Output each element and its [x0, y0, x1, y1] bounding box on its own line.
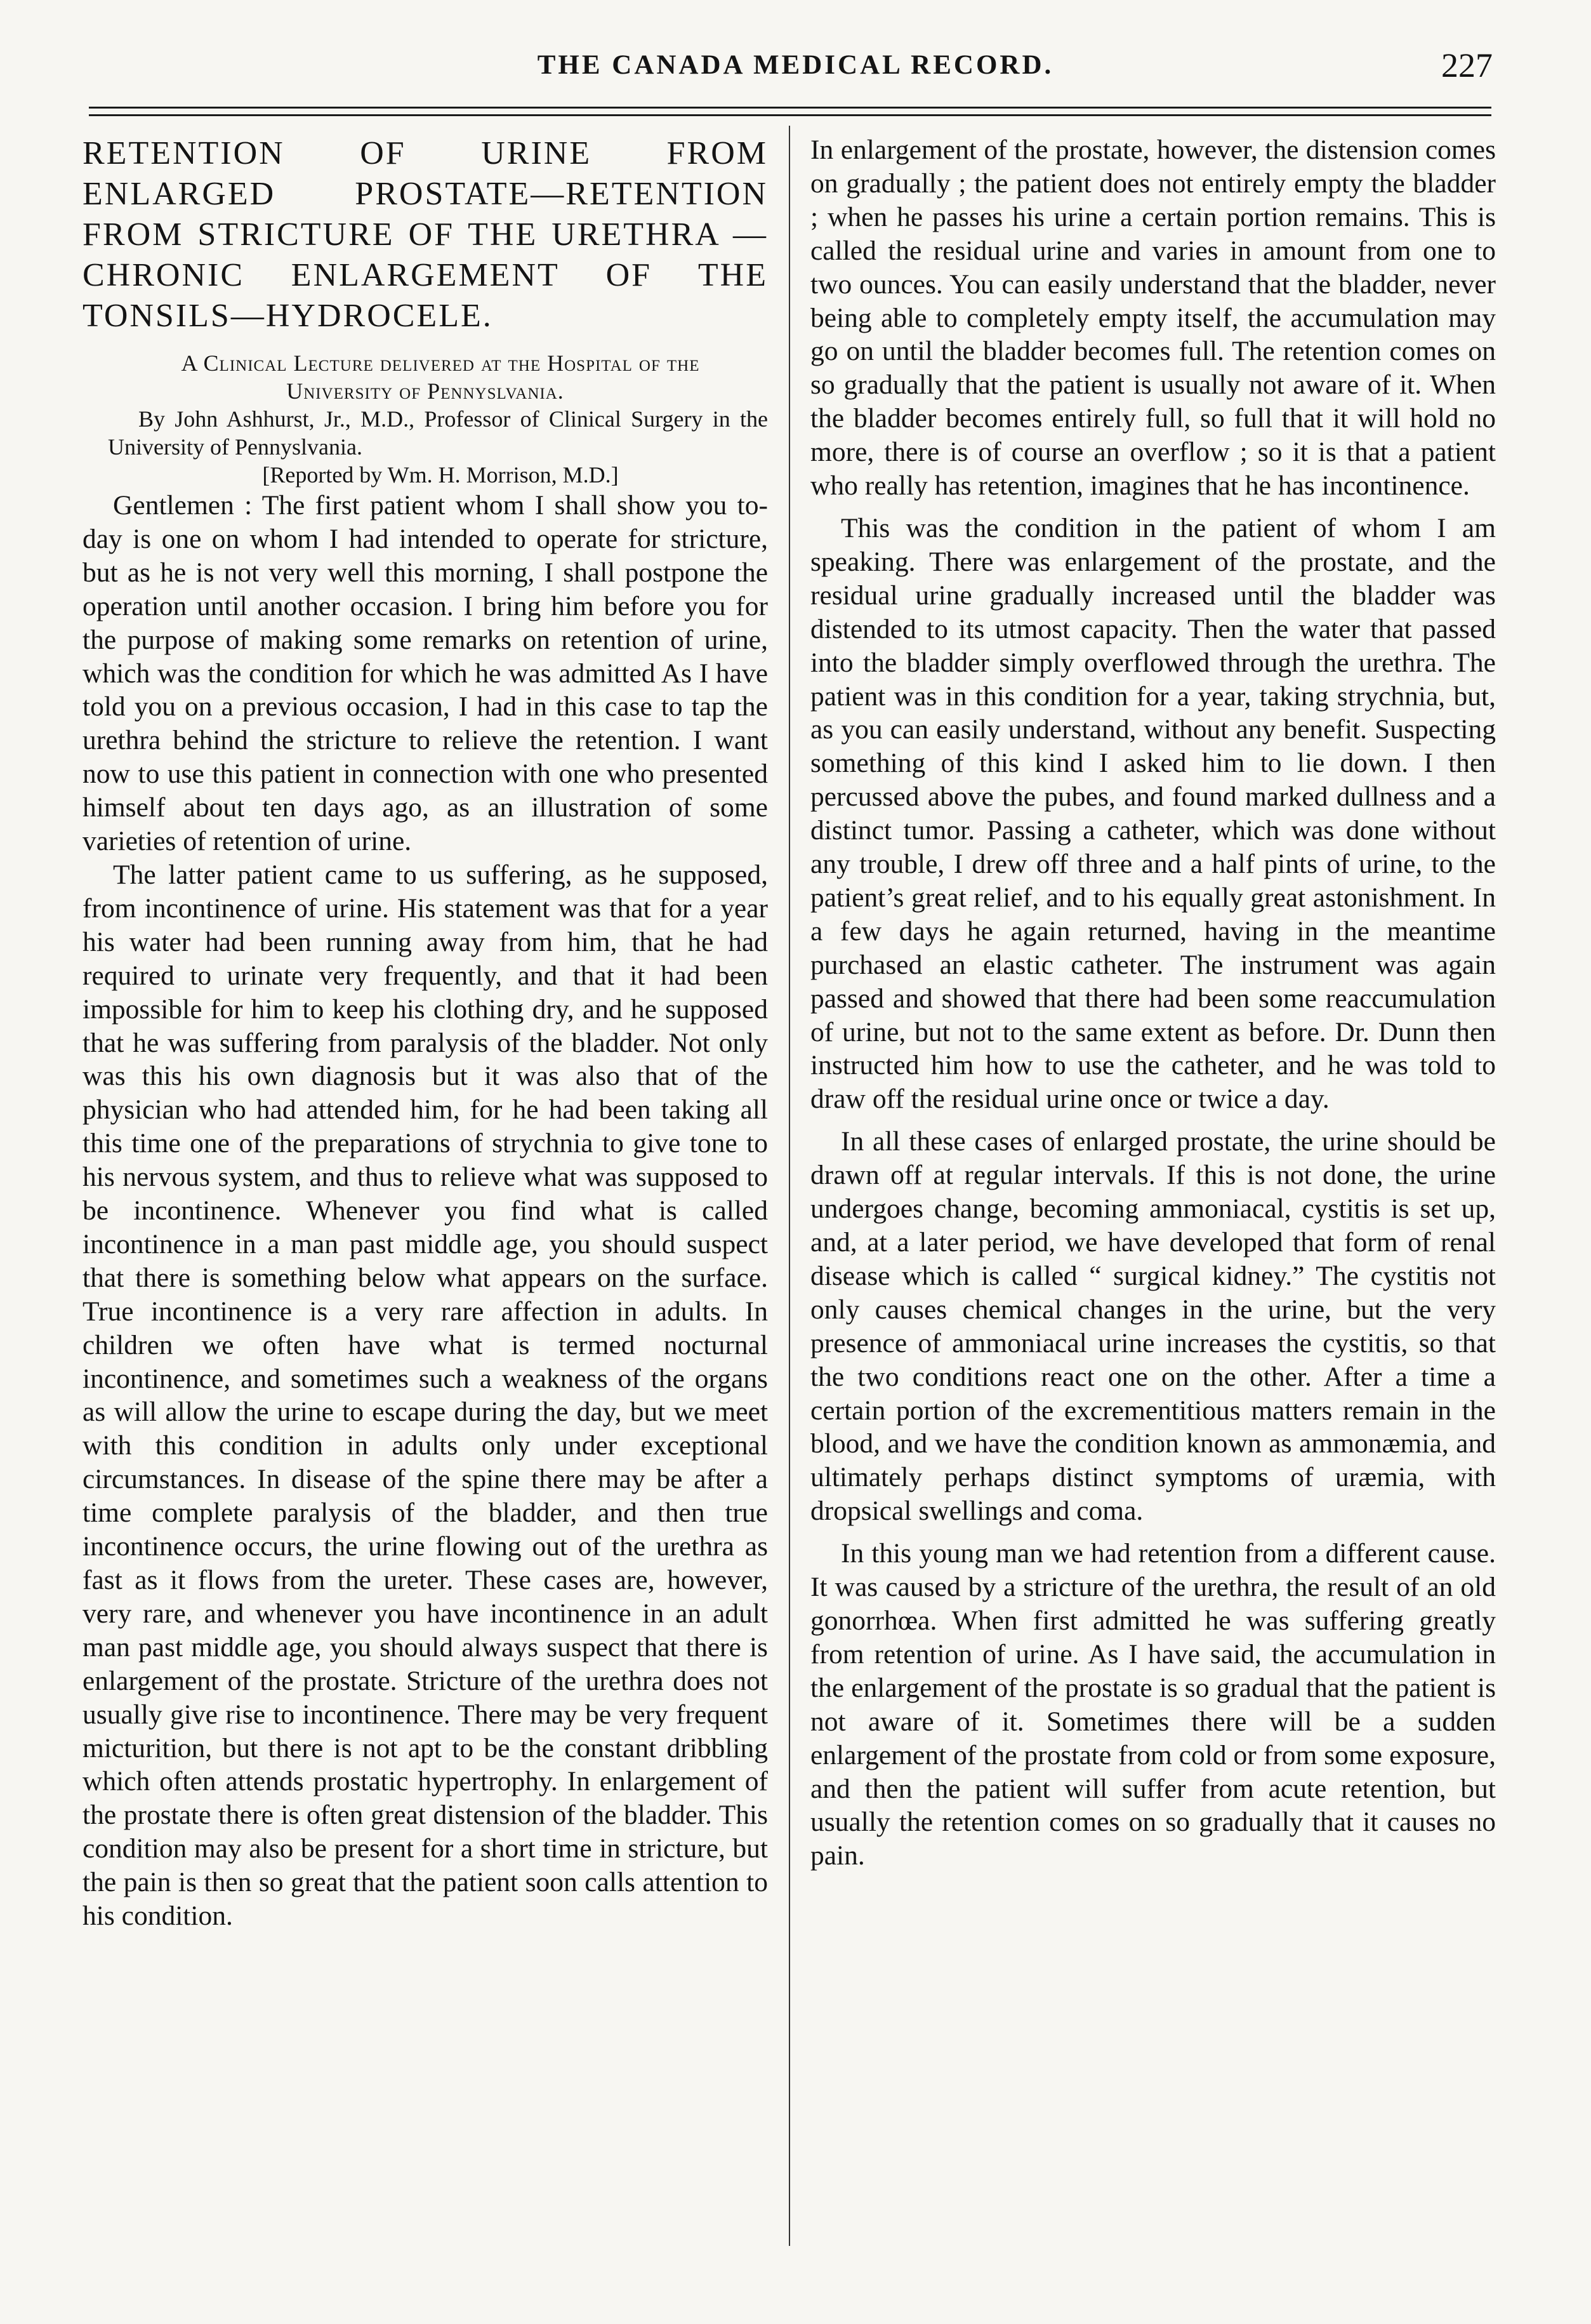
page-number: 227: [1441, 46, 1493, 84]
running-title: THE CANADA MEDICAL RECORD.: [537, 50, 1054, 80]
paragraph: In this young man we had retention from a different cause. It was caused by a stricture of the urethra, the result of an old gonorrhœa. When first admitted he was suffering greatly from retention of urine. As I have said, the accumulation in the enlargement of the prostate is so gradual that the patient is not aware of it. Sometimes there will be a sudden enlargement of the prostate from cold or from some exposure, and then the patient will suffer from acute retention, but usually the retention comes on so gradually that it causes no pain.: [810, 1538, 1496, 1871]
running-head: [0, 46, 1591, 88]
paragraph: Gentlemen : The first patient whom I shall show you to-day is one on whom I had intended to operate for stricture, but as he is not very well this morning, I shall postpone the operation until another occasion. I bring him before you for the purpose of making some remarks on retention of urine, which was the condition for which he was admitted As I have told you on a previous occasion, I had in this case to tap the urethra behind the stricture to relieve the retention. I want now to use this patient in connection with one who presented himself about ten days ago, as an illustration of some varieties of retention of urine.: [83, 490, 768, 857]
reporter-line: [Reported by Wm. H. Morrison, M.D.]: [262, 462, 619, 488]
paragraph: In enlargement of the prostate, however, the distension comes on gradually ; the patient does not entirely empty the bladder ; when he passes his urine a certain portion remains. This is called the residual urine and varies in amount from one to two ounces. You can easily understand that the bladder, never being able to completely empty itself, the accumulation may go on until the bladder becomes full. The retention comes on so gradually that the patient is usually not aware of it. When the bladder becomes entirely full, so full that it will hold no more, there is of course an overflow ; so it is that a patient who really has retention, imagines that he has incontinence.: [810, 135, 1496, 501]
left-column: [83, 133, 768, 1933]
column-divider: [789, 126, 790, 2246]
article-title: RETENTION OF URINE FROM ENLARGED PROSTATE—RETENTION FROM STRICTURE OF THE URETHRA —CHRONIC ENLARGEMENT OF THE TONSILS—HYDROCELE.: [83, 135, 768, 334]
right-column: [810, 133, 1496, 1873]
header-rule-top: [89, 107, 1491, 109]
author-line: By John Ashhurst, Jr., M.D., Professor of Clinical Surgery in the University of Pennyslvania.: [108, 406, 768, 460]
paragraph: This was the condition in the patient of whom I am speaking. There was enlargement of the prostate, and the residual urine gradually increased until the bladder was distended to its utmost capacity. Then the water that passed into the bladder simply overflowed through the urethra. The patient was in this condition for a year, taking strychnia, but, as you can easily understand, without any benefit. Suspecting something of this kind I asked him to lie down. I then percussed above the pubes, and found marked dullness and a distinct tumor. Passing a catheter, which was done without any trouble, I drew off three and a half pints of urine, to the patient’s great relief, and to his equally great astonishment. In a few days he again returned, having in the meantime purchased an elastic catheter. The instrument was again passed and showed that there had been some reaccumulation of urine, but not to the same extent as before. Dr. Dunn then instructed him how to use the catheter, and he was told to draw off the residual urine once or twice a day.: [810, 512, 1496, 1115]
paragraph: The latter patient came to us suffering, as he supposed, from incontinence of urine. His statement was that for a year his water had been running away from him, that he had required to urinate very frequently, and that it had been impossible for him to keep his clothing dry, and he supposed that he was suffering from paralysis of the bladder. Not only was this his own diagnosis but it was also that of the physician who had attended him, for he had been taking all this time one of the preparations of strychnia to give tone to his nervous system, and thus to relieve what was supposed to be incontinence. Whenever you find what is called incontinence in a man past middle age, you should suspect that there is something below what appears on the surface. True incontinence is a very rare affection in adults. In children we often have what is termed nocturnal incontinence, and sometimes such a weakness of the organs as will allow the urine to escape during the day, but we meet with this condition in adults only under exceptional circumstances. In disease of the spine there may be after a time complete paralysis of the bladder, and then true incontinence occurs, the urine flowing out of the urethra as fast as it flows from the ureter. These cases are, however, very rare, and whenever you have incontinence in an adult man past middle age, you should always suspect that there is enlargement of the prostate. Stricture of the urethra does not usually give rise to incontinence. There may be very frequent micturition, but there is not apt to be the constant dribbling which often attends prostatic hypertrophy. In enlargement of the prostate there is often great distension of the bladder. This condition may also be present for a short time in stricture, but the pain is then so great that the patient soon calls attention to his condition.: [83, 859, 768, 1932]
header-rule-bottom: [89, 114, 1491, 116]
article-subtitle: A Clinical Lecture delivered at the Hospital of the University of Pennyslvania.: [181, 350, 700, 404]
paragraph: In all these cases of enlarged prostate, the urine should be drawn off at regular intervals. If this is not done, the urine undergoes change, becoming ammoniacal, cystitis is set up, and, at a later period, we have developed that form of renal disease which is called “ surgical kidney.” The cystitis not only causes chemical changes in the urine, but the very presence of ammoniacal urine increases the cystitis, so that the two conditions react one on the other. After a time a certain portion of the excrementitious matters remain in the blood, and we have the condition known as ammonæmia, and ultimately perhaps distinct symptoms of uræmia, with dropsical swellings and coma.: [810, 1126, 1496, 1527]
